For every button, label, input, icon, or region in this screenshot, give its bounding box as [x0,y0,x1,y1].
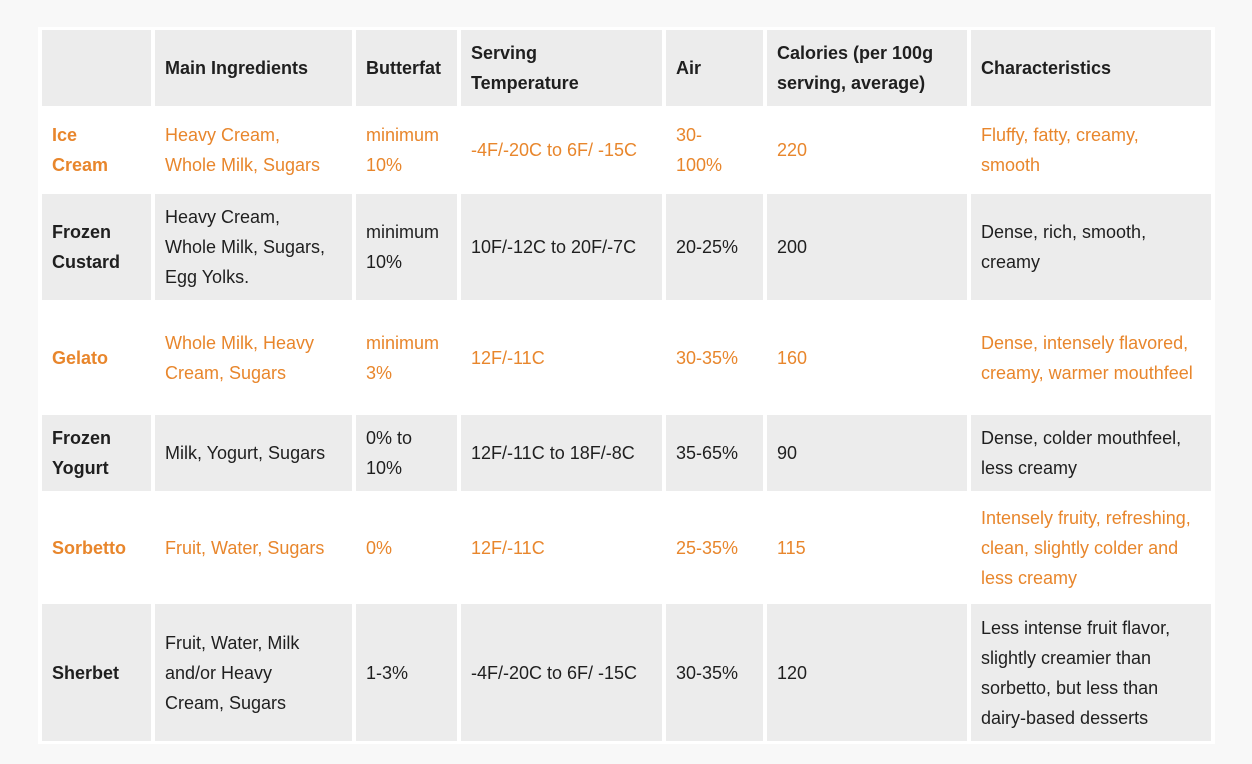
butterfat-cell: minimum 3% [356,303,457,412]
table-row-sorbetto [42,494,1211,601]
butterfat-cell: minimum 10% [356,194,457,300]
serving-temperature-cell: -4F/-20C to 6F/ -15C [461,604,662,741]
calories-cell: 115 [767,494,967,601]
butterfat-cell: 1-3% [356,604,457,741]
serving-temperature-cell: 10F/-12C to 20F/-7C [461,194,662,300]
main-ingredients-cell: Fruit, Water, Sugars [155,494,352,601]
header-butterfat: Butterfat [356,30,457,106]
serving-temperature-cell: 12F/-11C to 18F/-8C [461,415,662,491]
table-row-frozen-yogurt [42,415,1211,491]
main-ingredients-cell: Whole Milk, Heavy Cream, Sugars [155,303,352,412]
table-row-ice-cream [42,109,1211,191]
air-cell: 30-35% [666,604,763,741]
header-main-ingredients: Main Ingredients [155,30,352,106]
dessert-name-cell: Gelato [42,303,151,412]
butterfat-cell: 0% [356,494,457,601]
main-ingredients-cell: Milk, Yogurt, Sugars [155,415,352,491]
dessert-name-cell: Sorbetto [42,494,151,601]
characteristics-cell: Less intense fruit flavor, slightly creamier than sorbetto, but less than dairy-based desserts [971,604,1211,741]
calories-cell: 160 [767,303,967,412]
air-cell: 25-35% [666,494,763,601]
table-header-row [42,30,1211,106]
calories-cell: 90 [767,415,967,491]
dessert-name-cell: Ice Cream [42,109,151,191]
dessert-name-cell: Frozen Yogurt [42,415,151,491]
calories-cell: 200 [767,194,967,300]
table-row-sherbet [42,604,1211,741]
characteristics-cell: Intensely fruity, refreshing, clean, slightly colder and less creamy [971,494,1211,601]
frozen-desserts-comparison-table [38,27,1215,744]
dessert-name-cell: Sherbet [42,604,151,741]
air-cell: 20-25% [666,194,763,300]
header-empty-cell [42,30,151,106]
calories-cell: 220 [767,109,967,191]
air-cell: 35-65% [666,415,763,491]
butterfat-cell: 0% to 10% [356,415,457,491]
characteristics-cell: Dense, colder mouthfeel, less creamy [971,415,1211,491]
table-row-frozen-custard [42,194,1211,300]
butterfat-cell: minimum 10% [356,109,457,191]
characteristics-cell: Dense, intensely flavored, creamy, warmer mouthfeel [971,303,1211,412]
main-ingredients-cell: Heavy Cream, Whole Milk, Sugars, Egg Yolks. [155,194,352,300]
calories-cell: 120 [767,604,967,741]
main-ingredients-cell: Heavy Cream, Whole Milk, Sugars [155,109,352,191]
serving-temperature-cell: 12F/-11C [461,303,662,412]
air-cell: 30-100% [666,109,763,191]
header-air: Air [666,30,763,106]
header-characteristics: Characteristics [971,30,1211,106]
header-calories: Calories (per 100g serving, average) [767,30,967,106]
serving-temperature-cell: -4F/-20C to 6F/ -15C [461,109,662,191]
serving-temperature-cell: 12F/-11C [461,494,662,601]
header-serving-temperature: Serving Temperature [461,30,662,106]
characteristics-cell: Dense, rich, smooth, creamy [971,194,1211,300]
air-cell: 30-35% [666,303,763,412]
characteristics-cell: Fluffy, fatty, creamy, smooth [971,109,1211,191]
table-row-gelato [42,303,1211,412]
dessert-name-cell: Frozen Custard [42,194,151,300]
main-ingredients-cell: Fruit, Water, Milk and/or Heavy Cream, Sugars [155,604,352,741]
